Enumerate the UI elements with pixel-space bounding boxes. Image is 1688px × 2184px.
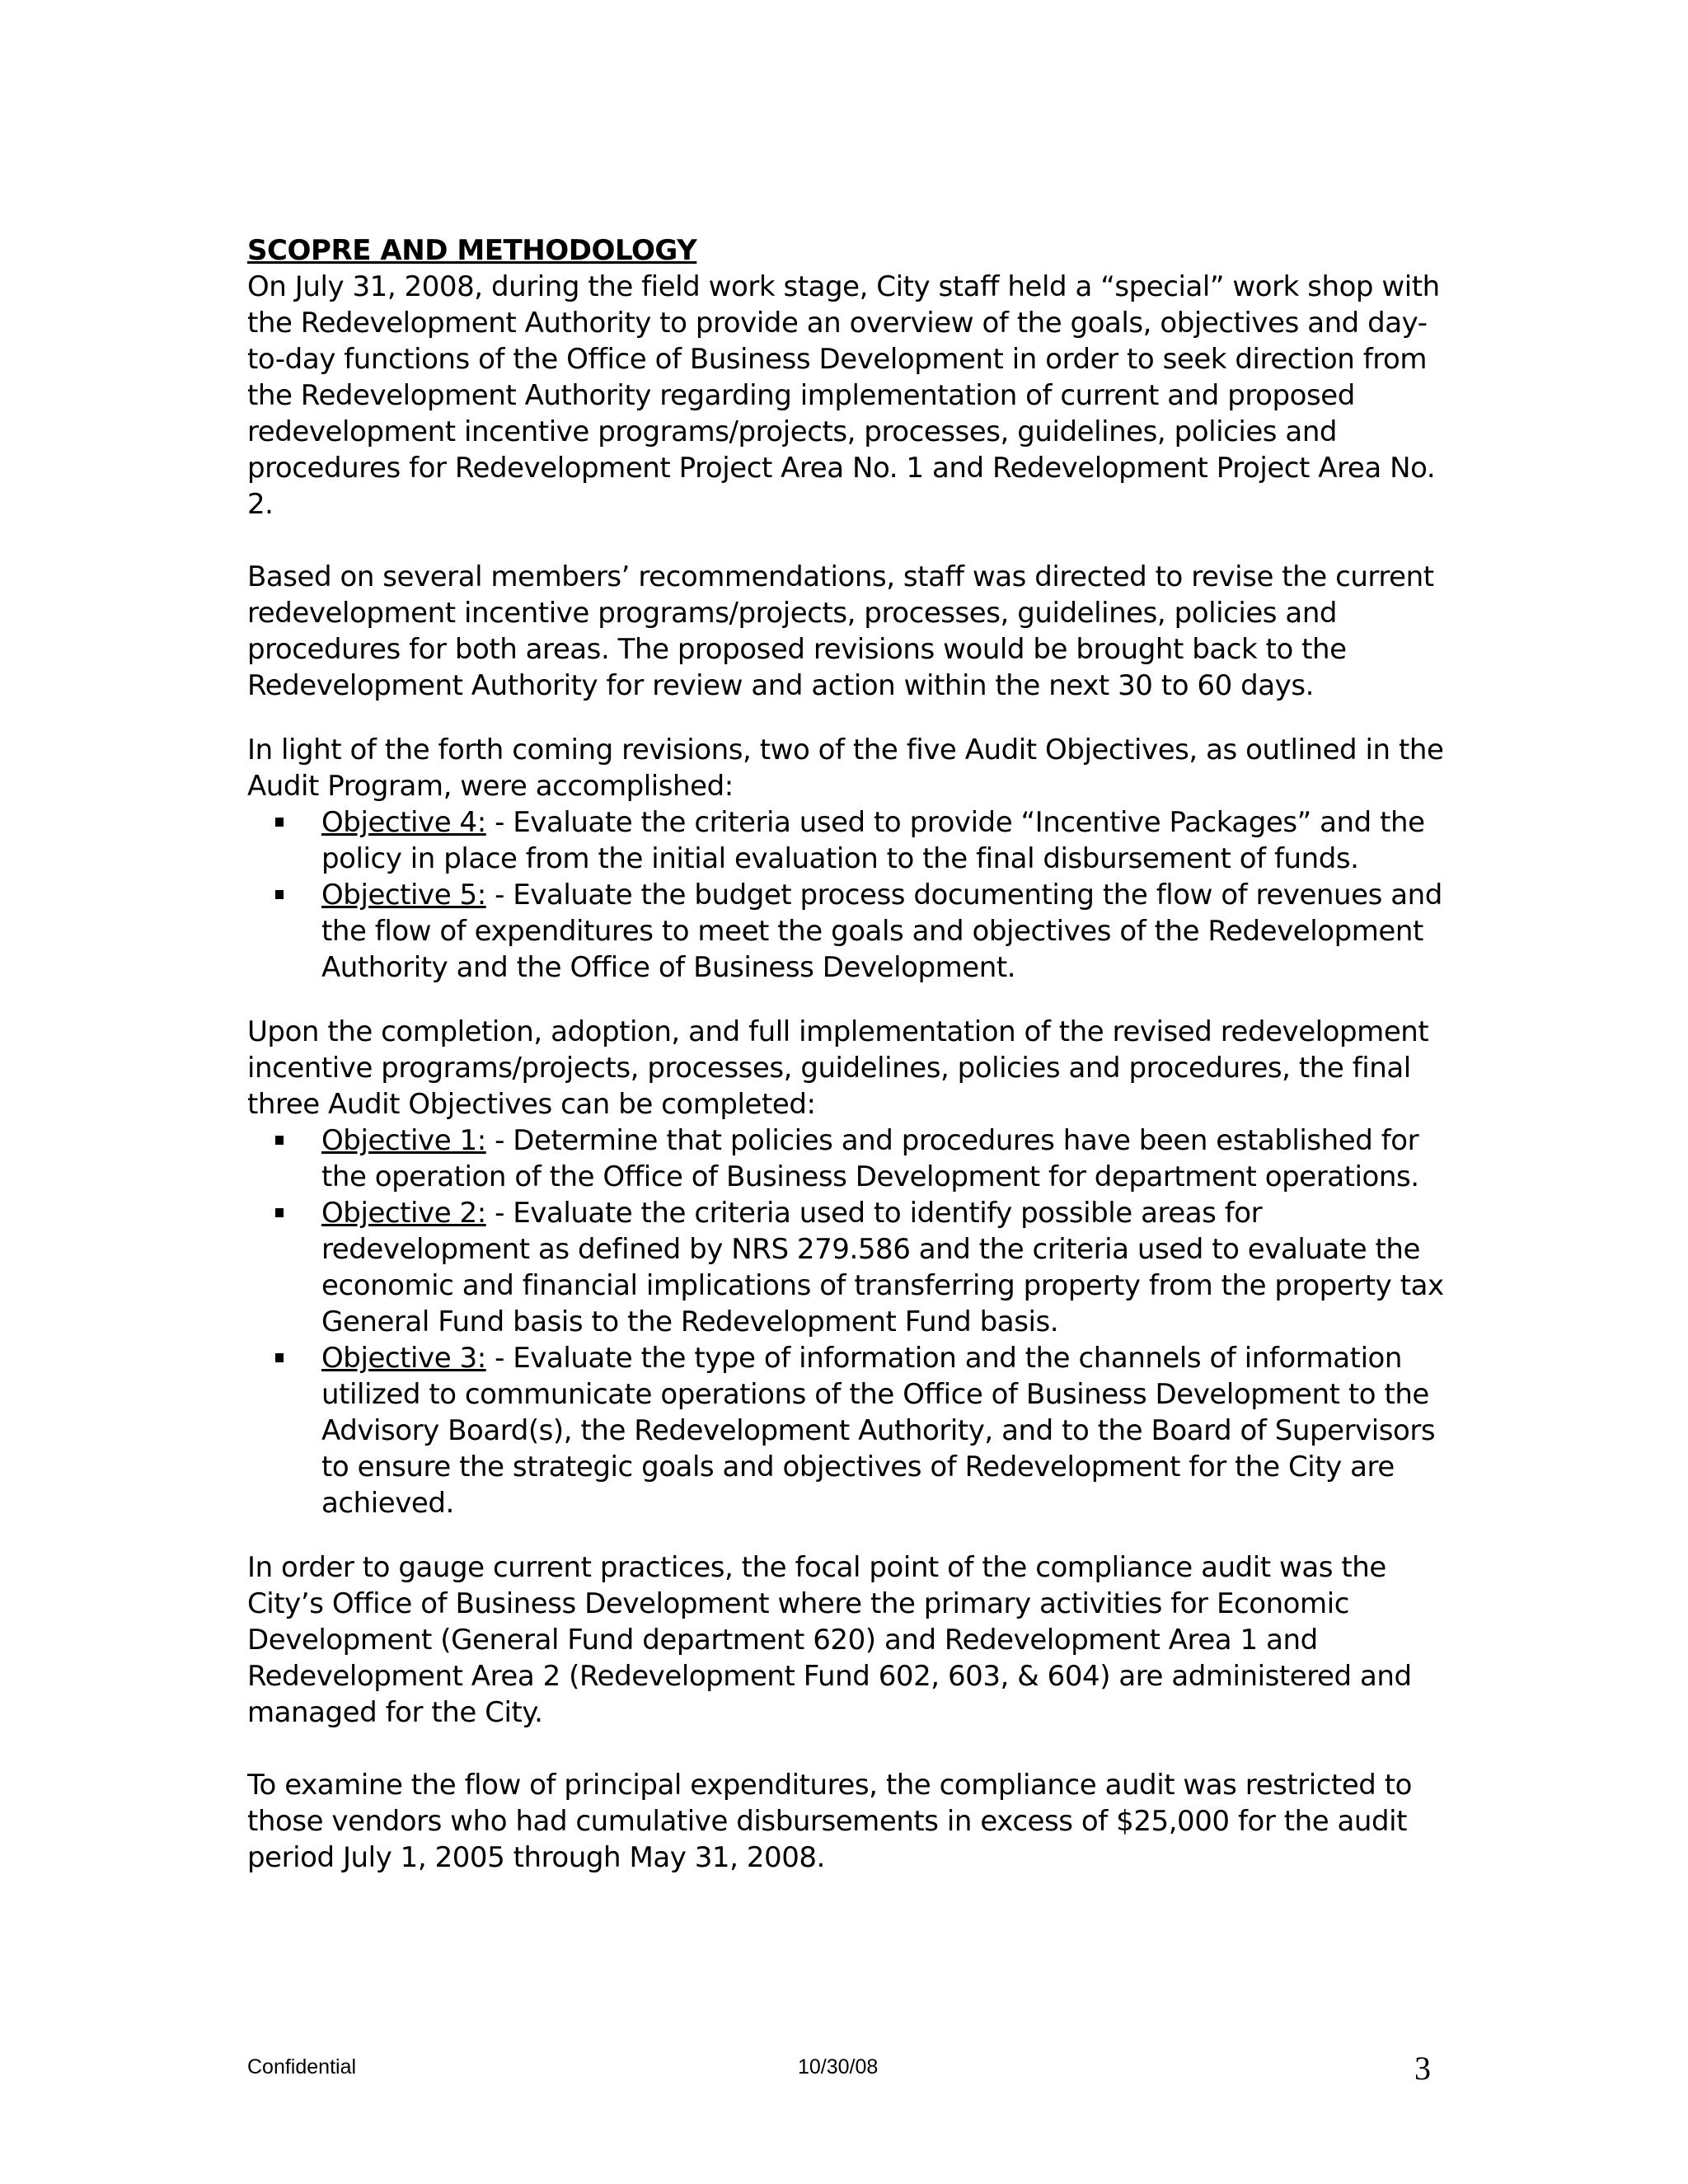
list-item: [247, 1195, 1451, 1340]
paragraph-accomplished-intro: In light of the forth coming revisions, two of the five Audit Objectives, as outlined in the Audit Program, were accomplished:: [247, 733, 1444, 803]
page-number: 3: [1414, 2050, 1431, 2087]
objective-label: Objective 5:: [321, 879, 486, 912]
bullet-icon: [275, 818, 284, 827]
objective-label: Objective 3:: [321, 1342, 486, 1375]
objective-label: Objective 2:: [321, 1197, 486, 1230]
objective-text: - Evaluate the criteria used to identify possible areas for redevelopment as defined by NRS 279.586 and the criteria used to evaluate the economic and financial implications of transferring property from the property tax General Fund basis to the Redevelopment Fund basis.: [321, 1197, 1444, 1338]
paragraph-remaining-intro: Upon the completion, adoption, and full implementation of the revised redevelopment incentive programs/projects, processes, guidelines, policies and procedures, the final three Audit Objectives can be completed:: [247, 1015, 1429, 1121]
bullet-icon: [275, 1353, 284, 1362]
page-footer: [0, 2049, 1688, 2098]
bullet-icon: [275, 1208, 284, 1217]
list-item: [247, 1122, 1451, 1195]
objective-text: - Determine that policies and procedures have been established for the operation of the Office of Business Development for department operations.: [321, 1124, 1419, 1193]
paragraph-expenditures: To examine the flow of principal expenditures, the compliance audit was restricted to those vendors who had cumulative disbursements in excess of $25,000 for the audit period July 1, 2005 through May 31, 2008.: [247, 1769, 1413, 1874]
section-heading: SCOPRE AND METHODOLOGY: [247, 234, 697, 267]
remaining-objectives-list: [247, 1122, 1451, 1521]
objective-text: - Evaluate the type of information and the channels of information utilized to communicate operations of the Office of Business Development to the Advisory Board(s), the Redevelopment Authority, and to the Board of Supervisors to ensure the strategic goals and objectives of Redevelopment for the City are achieved.: [321, 1342, 1436, 1520]
objective-label: Objective 1:: [321, 1124, 486, 1157]
objective-text: - Evaluate the budget process documenting the flow of revenues and the flow of expenditures to meet the goals and objectives of the Redevelopment Authority and the Office of Business Development.: [321, 879, 1442, 984]
footer-confidential: Confidential: [247, 2055, 357, 2079]
footer-date: 10/30/08: [798, 2055, 879, 2079]
list-item: [247, 1340, 1451, 1521]
document-body: [247, 232, 1451, 1876]
bullet-icon: [275, 890, 284, 899]
paragraph-recommendations: Based on several members’ recommendations, staff was directed to revise the current redevelopment incentive programs/projects, processes, guidelines, policies and procedures for both areas. The proposed revisions would be brought back to the Redevelopment Authority for review and action within the next 30 to 60 days.: [247, 560, 1434, 702]
bullet-icon: [275, 1136, 284, 1145]
list-item: [247, 877, 1451, 986]
objective-text: - Evaluate the criteria used to provide “Incentive Packages” and the policy in place from the initial evaluation to the final disbursement of funds.: [321, 806, 1425, 875]
paragraph-focal-point: In order to gauge current practices, the focal point of the compliance audit was the City’s Office of Business Development where the primary activities for Economic Development (General Fund department 620) and Redevelopment Area 1 and Redevelopment Area 2 (Redevelopment Fund 602, 603, & 604) are administered and managed for the City.: [247, 1551, 1412, 1729]
paragraph-workshop: On July 31, 2008, during the field work stage, City staff held a “special” work shop with the Redevelopment Authority to provide an overview of the goals, objectives and day-to-day functions of the Office of Business Development in order to seek direction from the Redevelopment Authority regarding implementation of current and proposed redevelopment incentive programs/projects, processes, guidelines, policies and procedures for Redevelopment Project Area No. 1 and Redevelopment Project Area No. 2.: [247, 270, 1440, 521]
objective-label: Objective 4:: [321, 806, 486, 839]
accomplished-objectives-list: [247, 804, 1451, 986]
list-item: [247, 804, 1451, 877]
